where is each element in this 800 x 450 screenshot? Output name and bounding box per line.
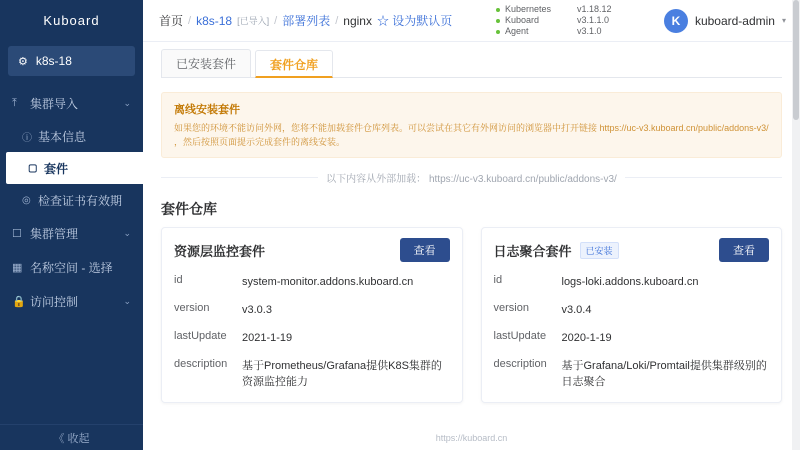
- addon-field-description: [494, 358, 770, 390]
- status-dot-icon: [496, 30, 500, 34]
- breadcrumb-separator: /: [335, 14, 339, 27]
- addon-field-version: [174, 302, 450, 318]
- sidebar-item-label: 套件: [44, 161, 69, 176]
- addon-field-description: [174, 358, 450, 390]
- chevron-down-icon: ⌄: [123, 97, 131, 108]
- divider-right: [625, 177, 782, 178]
- page-title: 套件仓库: [161, 201, 217, 217]
- sidebar-item-addons[interactable]: [6, 152, 143, 184]
- sidebar-item-label: 检查证书有效期: [38, 193, 123, 208]
- version-row: [496, 26, 646, 37]
- chevron-down-icon: ⌄: [123, 295, 131, 306]
- tab-addon-repository[interactable]: 套件仓库: [255, 50, 333, 78]
- view-button[interactable]: 查看: [719, 238, 769, 262]
- breadcrumb-separator: /: [188, 14, 192, 27]
- lock-icon: 🔒: [12, 295, 26, 308]
- addon-title: 资源层监控套件: [174, 243, 266, 259]
- sidebar-item-cluster-import[interactable]: [0, 86, 143, 120]
- chevron-down-icon: ▾: [781, 16, 786, 25]
- version-value: v3.1.1.0: [576, 15, 609, 25]
- set-default-page-link[interactable]: ☆ 设为默认页: [376, 14, 453, 28]
- cluster-label: k8s-18: [35, 54, 72, 68]
- sidebar-item-cluster-management[interactable]: [0, 216, 143, 250]
- addon-field-version: [494, 302, 770, 318]
- folder-icon: ☐: [12, 227, 22, 240]
- sidebar-item-access-control[interactable]: [0, 284, 143, 318]
- field-value: 基于Grafana/Loki/Promtail提供集群级别的日志聚合: [561, 360, 767, 388]
- addon-title: 日志聚合套件: [493, 243, 572, 259]
- field-value: logs-loki.addons.kuboard.cn: [561, 276, 699, 288]
- field-value: 基于Prometheus/Grafana提供K8S集群的资源监控能力: [242, 360, 442, 388]
- sidebar-nav: [0, 86, 143, 424]
- external-load-text: 以下内容从外部加载： https://uc-v3.kuboard.cn/public/addons-v3/: [326, 174, 617, 185]
- sidebar-item-label: 集群导入: [30, 96, 79, 111]
- field-label: id: [493, 274, 503, 286]
- sidebar-item-label: 名称空间 - 选择: [30, 260, 113, 275]
- breadcrumb-item-home[interactable]: 首页: [159, 14, 184, 28]
- tab-installed-addons[interactable]: 已安装套件: [161, 49, 251, 77]
- grid-icon: ▦: [12, 261, 23, 274]
- field-label: lastUpdate: [174, 330, 227, 342]
- addon-card: [161, 227, 463, 403]
- version-row: [496, 4, 646, 15]
- offline-install-alert: [161, 92, 782, 158]
- field-label: id: [174, 274, 183, 286]
- sidebar-item-namespace-select[interactable]: [0, 250, 143, 284]
- field-value: v3.0.3: [242, 304, 272, 316]
- topbar: [143, 0, 800, 42]
- upload-icon: ⤒: [12, 96, 17, 109]
- version-value: v3.1.0: [576, 26, 602, 36]
- field-label: version: [174, 302, 210, 314]
- field-label: description: [493, 358, 547, 370]
- breadcrumb-item-note: [已导入]: [237, 16, 270, 26]
- sidebar: [0, 0, 143, 450]
- package-icon: ▢: [28, 162, 38, 174]
- user-name: kuboard-admin: [694, 13, 775, 28]
- addon-card-list: [161, 227, 782, 403]
- card-header: [174, 238, 450, 262]
- breadcrumb-item-deployments[interactable]: 部署列表: [282, 14, 331, 28]
- user-menu[interactable]: [664, 9, 786, 33]
- version-name: Kubernetes: [504, 4, 551, 14]
- version-value: v1.18.12: [576, 4, 612, 14]
- breadcrumb: [159, 12, 452, 29]
- status-badge: 已安装: [580, 242, 619, 259]
- content-panel: [143, 42, 800, 450]
- version-name: Agent: [504, 26, 529, 36]
- addon-field-id: [174, 274, 450, 290]
- gear-icon: ⚙: [18, 55, 28, 68]
- main-area: [143, 0, 800, 450]
- alert-title: 离线安装套件: [174, 104, 240, 116]
- chevron-down-icon: ⌄: [123, 227, 131, 238]
- addon-card: [481, 227, 783, 403]
- breadcrumb-separator: /: [274, 14, 278, 27]
- tab-bar: [161, 42, 782, 78]
- sidebar-item-label: 集群管理: [30, 226, 79, 241]
- field-label: version: [493, 302, 529, 314]
- addon-field-lastupdate: [174, 330, 450, 346]
- card-header: [494, 238, 770, 262]
- sidebar-item-label: 基本信息: [38, 129, 87, 144]
- view-button[interactable]: 查看: [400, 238, 450, 262]
- status-dot-icon: [496, 19, 500, 23]
- field-value: 2021-1-19: [242, 332, 293, 344]
- version-row: [496, 15, 646, 26]
- field-value: 2020-1-19: [561, 332, 612, 344]
- breadcrumb-item-nginx[interactable]: nginx: [343, 13, 372, 28]
- field-value: v3.0.4: [561, 304, 592, 316]
- breadcrumb-item-cluster[interactable]: k8s-18: [196, 13, 233, 28]
- addon-field-lastupdate: [494, 330, 770, 346]
- addon-field-id: [494, 274, 770, 290]
- external-load-note: [161, 170, 782, 185]
- scrollbar-thumb[interactable]: [793, 0, 799, 120]
- sidebar-item-cert-check[interactable]: [0, 184, 143, 216]
- field-label: description: [174, 358, 228, 370]
- version-info: [496, 4, 646, 37]
- vertical-scrollbar[interactable]: [792, 0, 800, 450]
- avatar: K: [664, 9, 688, 33]
- certificate-icon: ◎: [22, 194, 31, 206]
- field-value: system-monitor.addons.kuboard.cn: [242, 276, 414, 288]
- alert-body: 如果您的环境不能访问外网，您将不能加载套件仓库列表。可以尝试在其它有外网访问的浏览器中打开链接 https://uc-v3.kuboard.cn/public/addons-v3/ ，然后按照页面提示完成套件的离线安装。: [174, 123, 769, 147]
- cluster-selector[interactable]: [8, 46, 135, 76]
- info-icon: ⓘ: [22, 132, 32, 144]
- version-name: Kuboard: [504, 15, 539, 25]
- sidebar-item-label: 访问控制: [30, 294, 79, 309]
- divider-left: [161, 177, 318, 178]
- brand-logo: Kuboard: [43, 13, 100, 28]
- field-label: lastUpdate: [493, 330, 547, 342]
- sidebar-collapse-button[interactable]: 《 收起: [0, 424, 143, 450]
- sidebar-item-basic-info[interactable]: [0, 120, 143, 152]
- status-dot-icon: [496, 8, 500, 12]
- footer-link[interactable]: https://kuboard.cn: [143, 426, 800, 450]
